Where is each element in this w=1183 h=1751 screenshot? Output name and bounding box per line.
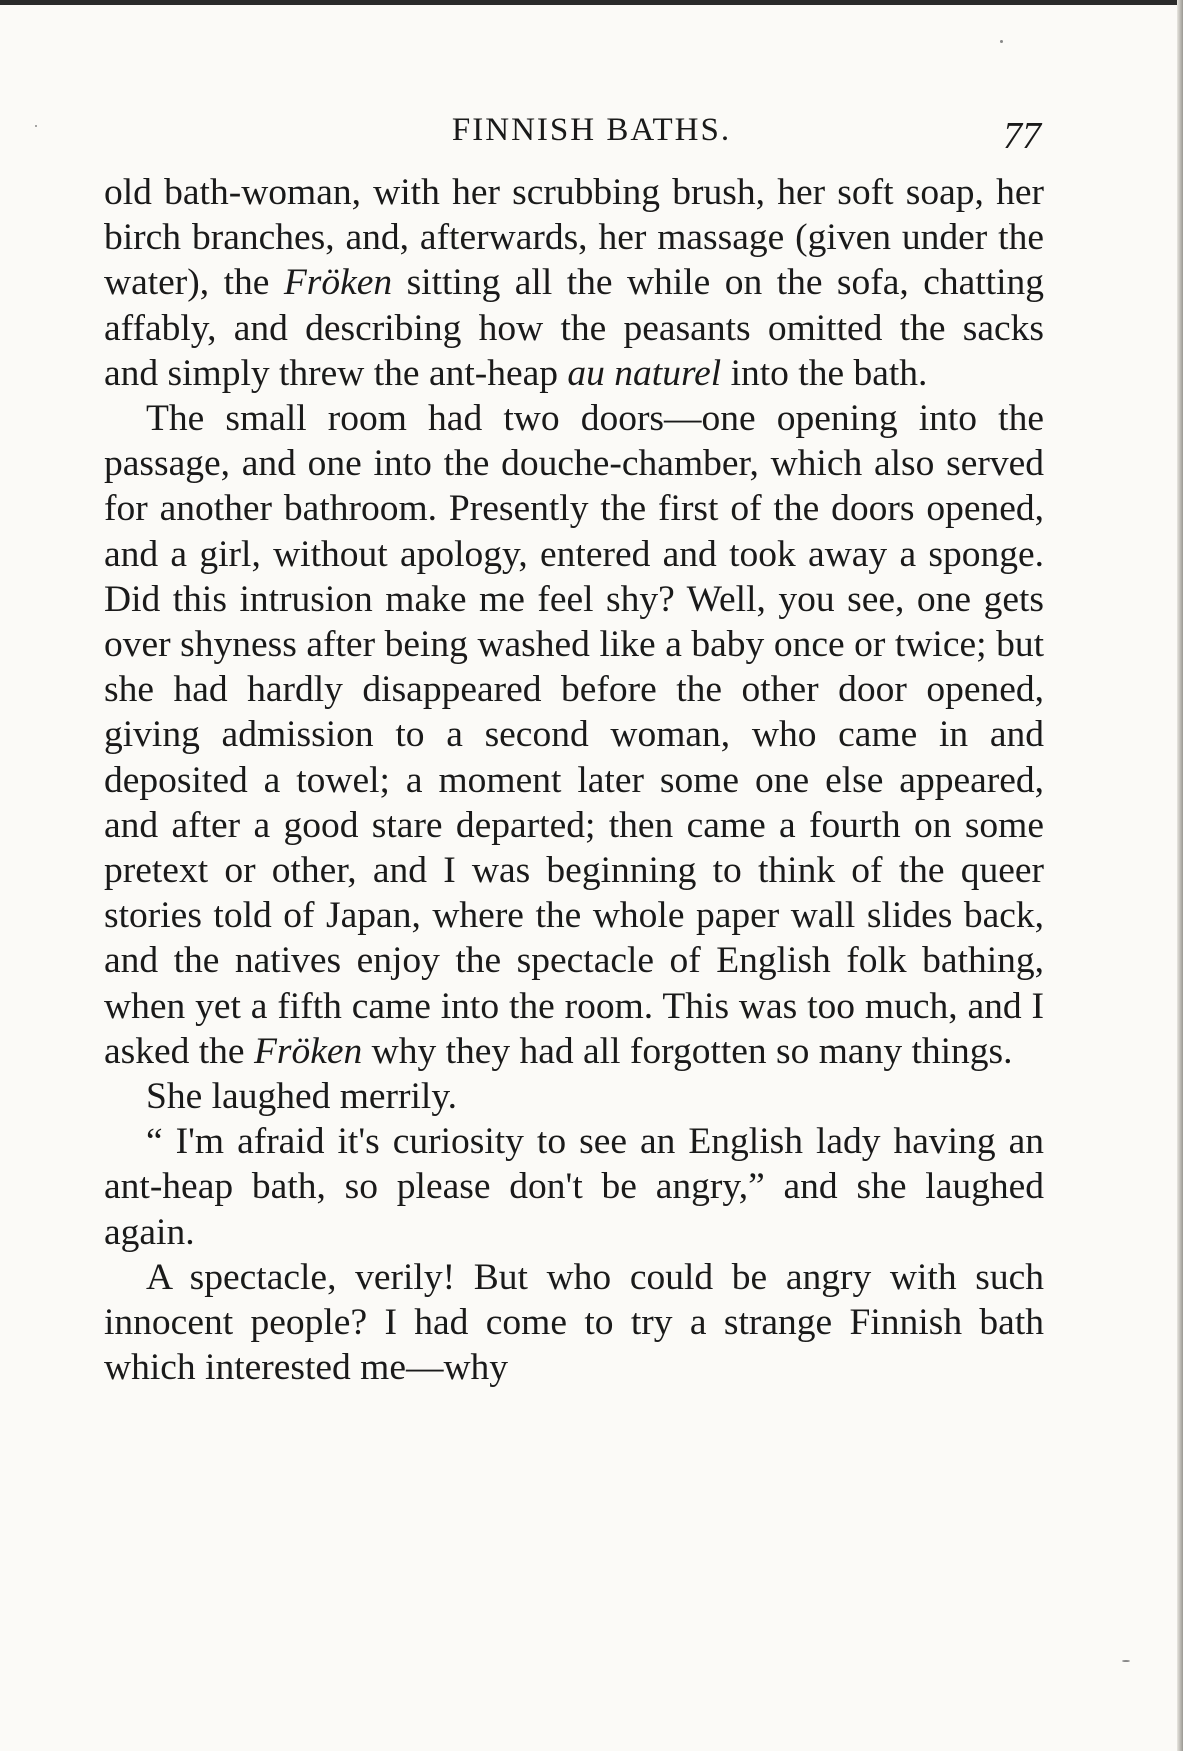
paragraph-4 [104,1119,1044,1255]
paragraph-5 [104,1255,1044,1391]
italic-run: Fröken [283,262,393,304]
paragraph-1 [104,170,1044,396]
page-edge-shadow [1177,0,1183,1751]
paper-speck [1000,40,1003,43]
text-run: The small room had two doors—one opening into the passage, and one into the douche-chamber, which also served for another bathroom. Presently the first of the doors opened, and a girl, without apology, entered and took away a sponge. Did this intrusion make me feel shy? Well, you see, one gets over shyness after being washed like a baby once or twice; but she had hardly disappeared before the other door opened, giving admission to a second woman, who came in and deposited a towel; a moment later some one else appeared, and after a good stare departed; then came a fourth on some pretext or other, and I was beginning to think of the queer stories told of Japan, where the whole paper wall slides back, and the natives enjoy the spectacle of English folk bathing, when yet a fifth came into the room. This was too much, and I asked the [104,398,1044,1072]
body-text [104,170,1044,1390]
paragraph-3 [104,1074,1044,1119]
text-run: She laughed merrily. [146,1076,458,1118]
running-head: FINNISH BATHS. [451,112,732,148]
paragraph-2 [104,396,1044,1074]
page-header [0,112,1183,160]
text-run: sitting all the while on the sofa, chatting affably, and describing how the peasants omitted the sacks and simply threw the ant-heap [104,262,1044,394]
italic-run: au naturel [567,352,722,394]
text-run: A spectacle, verily! But who could be angry with such innocent people? I had come to try a strange Finnish bath which interested me—why [104,1256,1044,1389]
top-border-rule [0,0,1183,5]
page-number: 77 [1003,115,1041,157]
text-run: why they had all forgotten so many things. [362,1030,1013,1072]
text-run: old bath-woman, with her scrubbing brush, her soft soap, her birch branches, and, afterwards, her massage (given under the water), the [104,172,1044,304]
paper-speck [35,125,37,127]
italic-run: Fröken [253,1030,363,1072]
text-run: “ I'm afraid it's curiosity to see an English lady having an ant-heap bath, so please don't be angry,” and she laughed again. [104,1121,1044,1253]
text-run: into the bath. [721,352,928,394]
paper-speck [1122,1660,1130,1662]
